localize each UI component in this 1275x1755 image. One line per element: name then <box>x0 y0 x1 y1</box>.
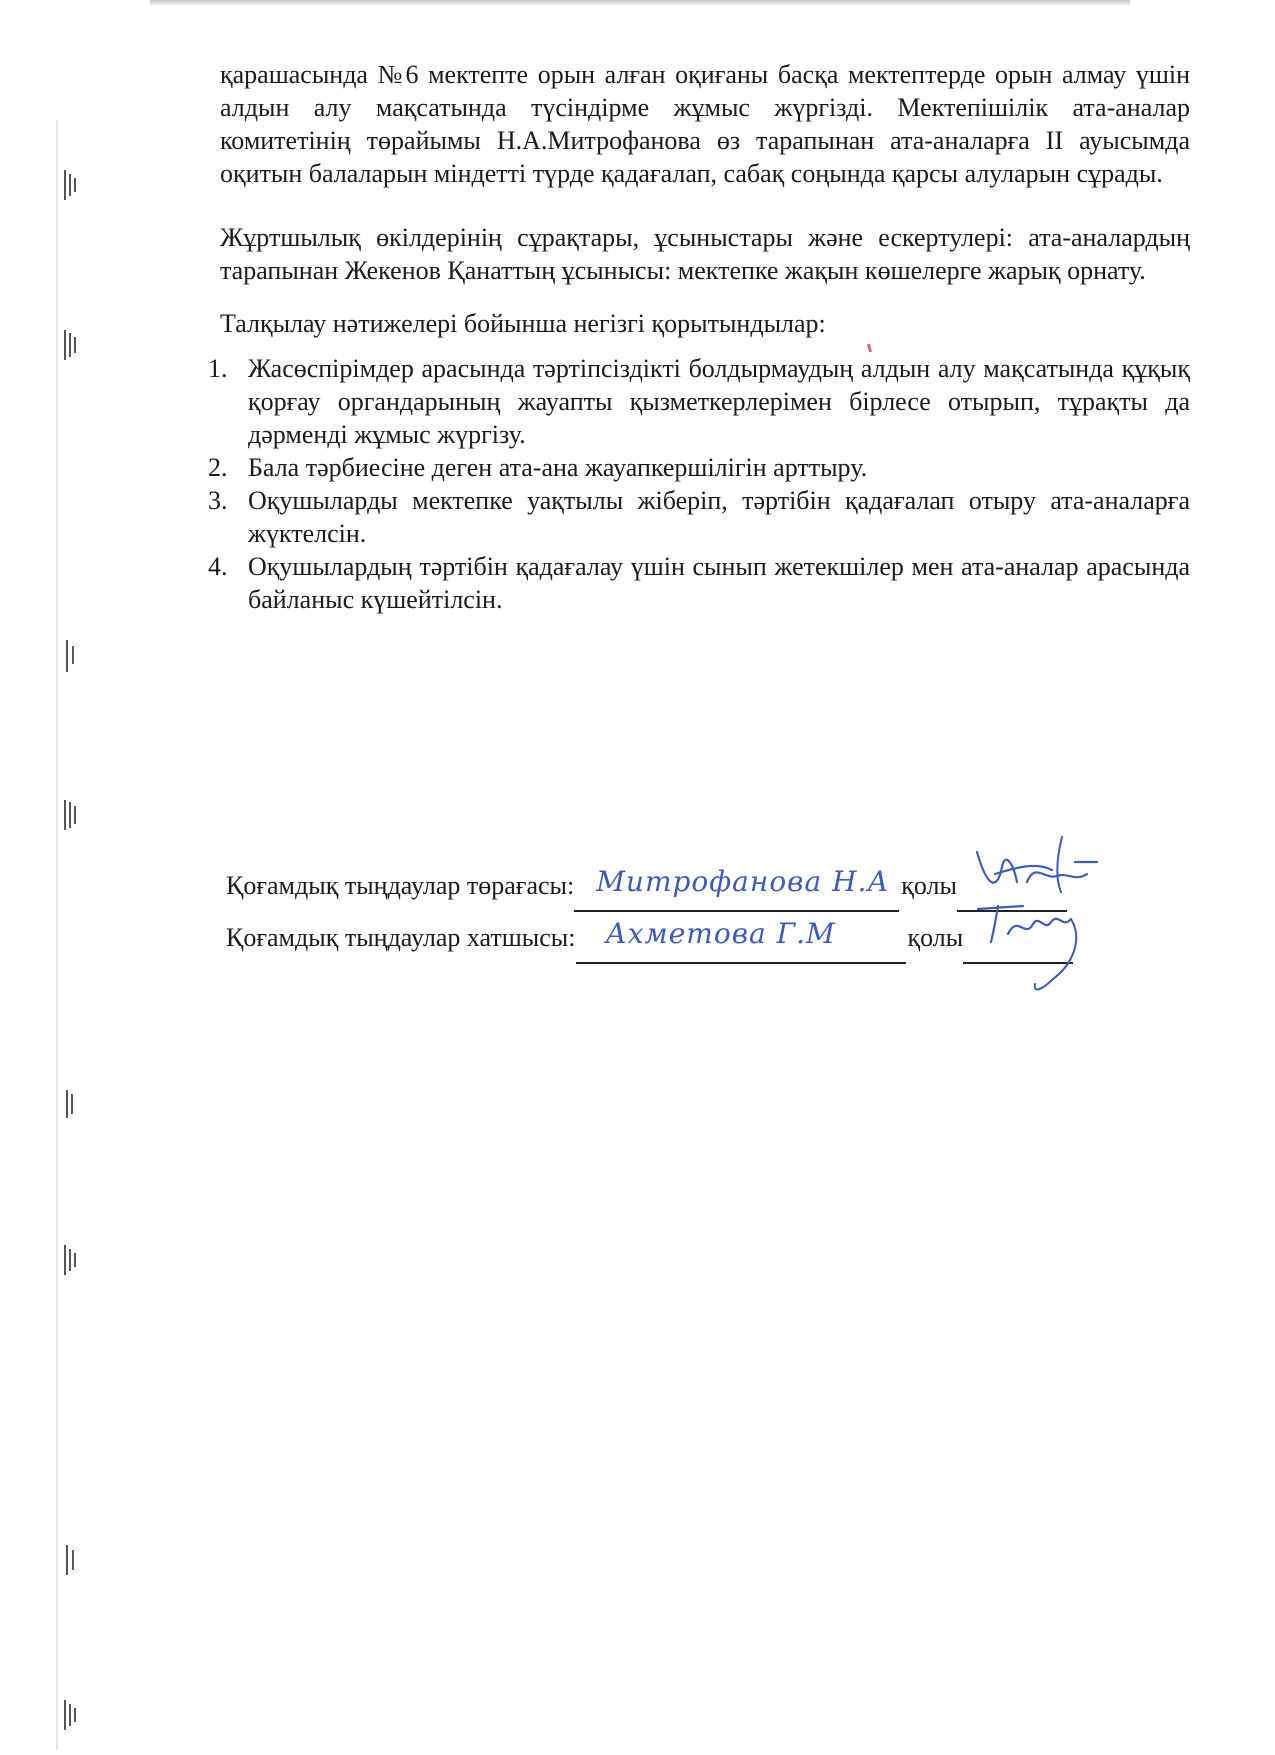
list-item: 2. Бала тәрбиесіне деген ата-ана жауапкершілігін арттыру. <box>208 453 868 482</box>
chair-label: Қоғамдық тыңдаулар төрағасы: <box>226 871 575 900</box>
secretary-signature <box>963 884 1103 1004</box>
paragraph-public-questions: Жұртшылық өкілдерінің сұрақтары, ұсыныстары және ескертулері: ата-аналардың тарапынан Жекенов Қанаттың ұсынысы: мектепке жақын көшелерге жарық орнату. <box>220 223 1190 285</box>
secretary-name-handwritten: Ахметова Г.М <box>605 917 836 950</box>
scan-left-edge <box>56 120 58 1750</box>
scan-top-edge <box>150 0 1130 6</box>
chair-name-handwritten: Митрофанова Н.А <box>596 865 890 898</box>
secretary-signature-field <box>963 928 1073 964</box>
binder-mark <box>60 1700 82 1734</box>
signature-label: қолы <box>901 871 957 900</box>
binder-mark <box>60 1245 82 1279</box>
secretary-label: Қоғамдық тыңдаулар хатшысы: <box>226 923 576 952</box>
paragraph-mitrofanova: қарашасында №6 мектепте орын алған оқиғаны басқа мектептерде орын алмау үшін алдын алу мақсатында түсіндірме жұмыс жүргізді. Мектепішілік ата-аналар комитетінің төрайымы Н.А.Митрофанова өз тарапынан ата-аналарға ІІ ауысымда оқитын балаларын міндетті түрде қадағалап, сабақ соңында қарсы алуларын сұрады. <box>220 60 1190 188</box>
binder-mark <box>60 1090 82 1124</box>
chair-name-field <box>574 865 899 912</box>
binder-mark <box>60 170 82 204</box>
signature-label: қолы <box>907 923 964 952</box>
binder-mark <box>60 800 82 834</box>
binder-mark <box>60 1545 82 1579</box>
secretary-signature-row <box>226 912 1226 964</box>
list-item: 1. Жасөспірімдер арасында тәртіпсіздікті болдырмаудың алдын алу мақсатында құқық қорғау органдарының жауапты қызметкерлерімен бірлесе отырып, тұрақты да дәрменді жұмыс жүргізу. <box>208 354 1190 449</box>
conclusions-list <box>208 352 1190 616</box>
binder-mark <box>60 640 82 674</box>
signature-block <box>226 860 1226 964</box>
secretary-name-field <box>576 917 906 964</box>
binder-mark <box>60 330 82 364</box>
list-item: 4. Оқушылардың тәртібін қадағалау үшін сынып жетекшілер мен ата-аналар арасында байланыс күшейтілсін. <box>208 552 1190 614</box>
list-item: 3. Оқушыларды мектепке уақтылы жіберіп, тәртібін қадағалап отыру ата-аналарға жүктелсін. <box>208 486 1190 548</box>
conclusions-heading: Талқылау нәтижелері бойынша негізгі қорытындылар: <box>220 309 826 338</box>
document-body <box>208 58 1190 616</box>
